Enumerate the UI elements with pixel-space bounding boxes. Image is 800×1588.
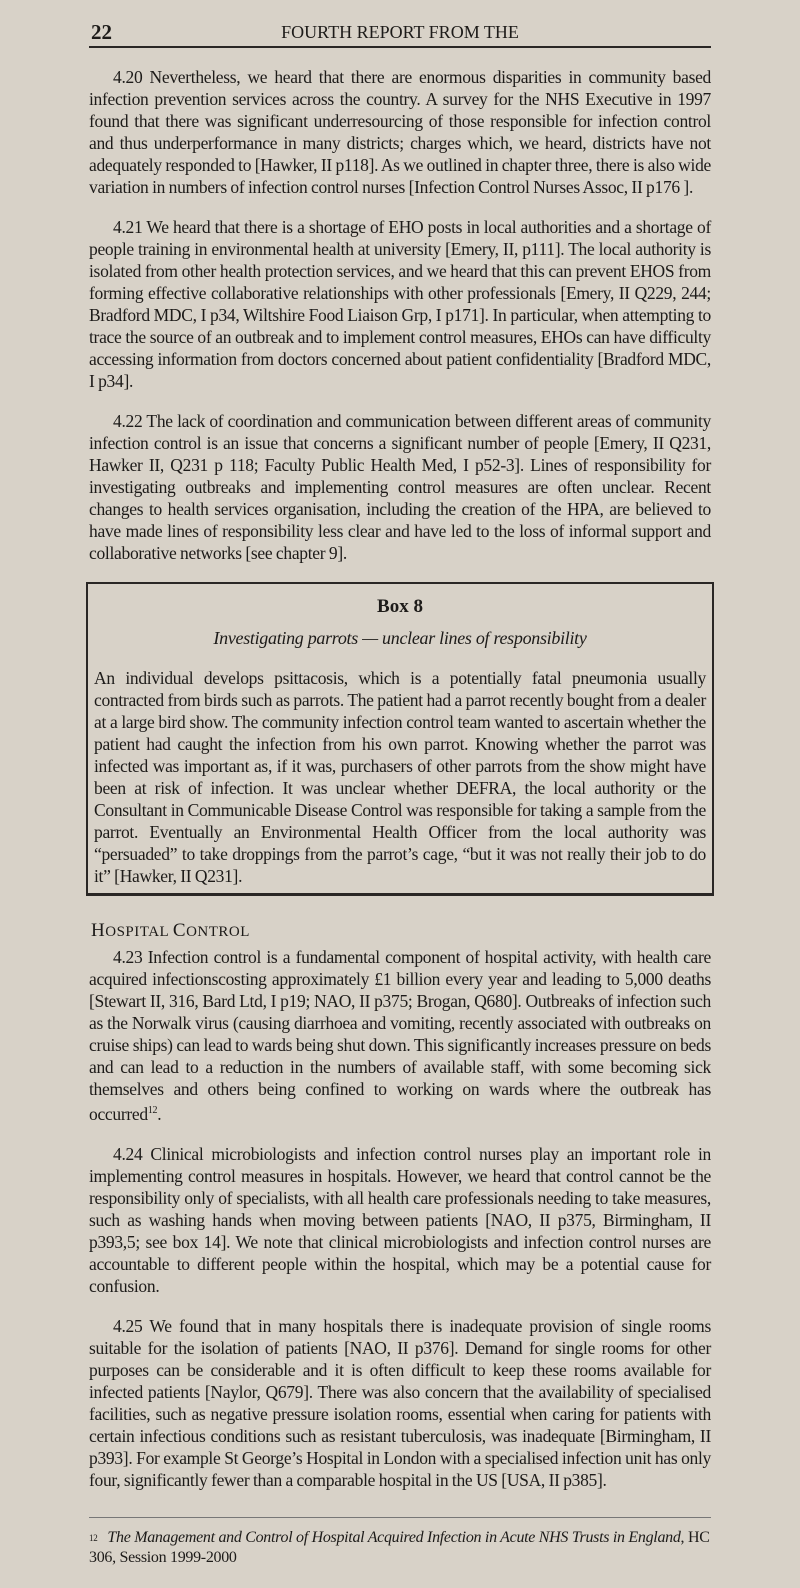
footnote-reference[interactable]: 12 [147,1105,158,1116]
box-8 [86,582,714,896]
paragraph-text: 4.23 Infection control is a fundamental component of hospital activity, with health care acquired infectionscosting approximately £1 billion every year and leading to 5,000 deaths [Stewart II, 316, Bard Ltd, I p19; NAO, II p375; Brogan, Q680]. Outbreaks of infection such as the Norwalk virus (causing diarrhoea and vomiting, recently associated with outbreaks on cruise ships) can lead to wards being shut down. This significantly increases pressure on beds and can lead to a reduction in the numbers of available staff, with some becoming sick themselves and others being confined to working on wards where the outbreak has occurred [89,947,711,1124]
paragraph-text: . [157,1103,162,1124]
box-body: An individual develops psittacosis, which is a potentially fatal pneumonia usually contracted from birds such as parrots. The patient had a parrot recently bought from a dealer at a large bird show. The community infection control team wanted to ascertain whether the patient had caught the infection from his own parrot. Knowing whether the parrot was infected was important as, if it was, purchasers of other parrots from the show might have been at risk of infection. It was unclear whether DEFRA, the local authority or the Consultant in Communicable Disease Control was responsible for taking a sample from the parrot. Eventually an Environmental Health Officer from the local authority was “persuaded” to take droppings from the parrot’s cage, “but it was not really their job to do it” [Hawker, II Q231]. [94,668,706,886]
section-heading-hospital-control [91,920,711,942]
heading-part: ONTROL [186,924,250,940]
footnote-marker: 12 [89,1532,98,1543]
paragraph-4-24: 4.24 Clinical microbiologists and infection control nurses play an important role in implementing control measures in hospitals. However, we heard that control cannot be the responsibility only of specialists, with all health care professionals needing to take measures, such as washing hands when moving between patients [NAO, II p375, Birmingham, II p393,5; see box 14]. We note that clinical microbiologists and infection control nurses are accountable to different people within the hospital, which may be a potential cause for confusion. [89,1143,711,1296]
footnote-title: The Management and Control of Hospital Acquired Infection in Acute NHS Trusts in England [107,1528,681,1546]
running-title: FOURTH REPORT FROM THE [281,22,519,42]
footnote-divider [89,1517,711,1518]
box-subtitle: Investigating parrots — unclear lines of responsibility [213,628,587,648]
paragraph-4-25: 4.25 We found that in many hospitals there is inadequate provision of single rooms suitable for the isolation of patients [NAO, II p376]. Demand for single rooms for other purposes can be considerable and it is often difficult to keep these rooms available for infected patients [Naylor, Q679]. There was also concern that the availability of specialised facilities, such as negative pressure isolation rooms, essential when caring for patients with certain infectious conditions such as resistant tuberculosis, was inadequate [Birmingham, II p393]. For example St George’s Hospital in London with a specialised infection unit has only four, significantly fewer than a comparable hospital in the US [USA, II p385]. [89,1315,711,1490]
paragraph-4-22: 4.22 The lack of coordination and communication between different areas of community infection control is an issue that concerns a significant number of people [Emery, II Q231, Hawker II, Q231 p 118; Faculty Public Health Med, I p52-3]. Lines of responsibility for investigating outbreaks and implementing control measures are often unclear. Recent changes to health services organisation, including the creation of the HPA, are believed to have made lines of responsibility less clear and have led to the loss of informal support and collaborative networks [see chapter 9]. [89,411,711,563]
footnote-citation: , HC 306, Session 1999-2000 [89,1528,710,1566]
heading-part: OSPITAL [105,924,173,940]
heading-letter: C [172,920,187,941]
heading-letter: H [91,920,106,941]
paragraph-4-23 [89,946,711,1125]
box-title: Box 8 [377,596,423,617]
footnote [89,1528,711,1568]
page-header [89,16,711,48]
paragraph-4-20: 4.20 Nevertheless, we heard that there are enormous disparities in community based infection prevention services across the country. A survey for the NHS Executive in 1997 found that there was significant underresourcing of those responsible for infection control and thus underperformance in many districts; charges which, we heard, districts have not adequately responded to [Hawker, II p118]. As we outlined in chapter three, there is also wide variation in numbers of infection control nurses [Infection Control Nurses Assoc, II p176 ]. [89,67,711,197]
paragraph-4-21: 4.21 We heard that there is a shortage of EHO posts in local authorities and a shortage of people training in environmental health at university [Emery, II, p111]. The local authority is isolated from other health protection services, and we heard that this can prevent EHOS from forming effective collaborative relationships with other professionals [Emery, II Q229, 244; Bradford MDC, I p34, Wiltshire Food Liaison Grp, I p171]. In particular, when attempting to trace the source of an outbreak and to implement control measures, EHOs can have difficulty accessing information from doctors concerned about patient confidentiality [Bradford MDC, I p34]. [89,217,711,391]
page-number: 22 [91,20,112,44]
page [89,0,711,1588]
